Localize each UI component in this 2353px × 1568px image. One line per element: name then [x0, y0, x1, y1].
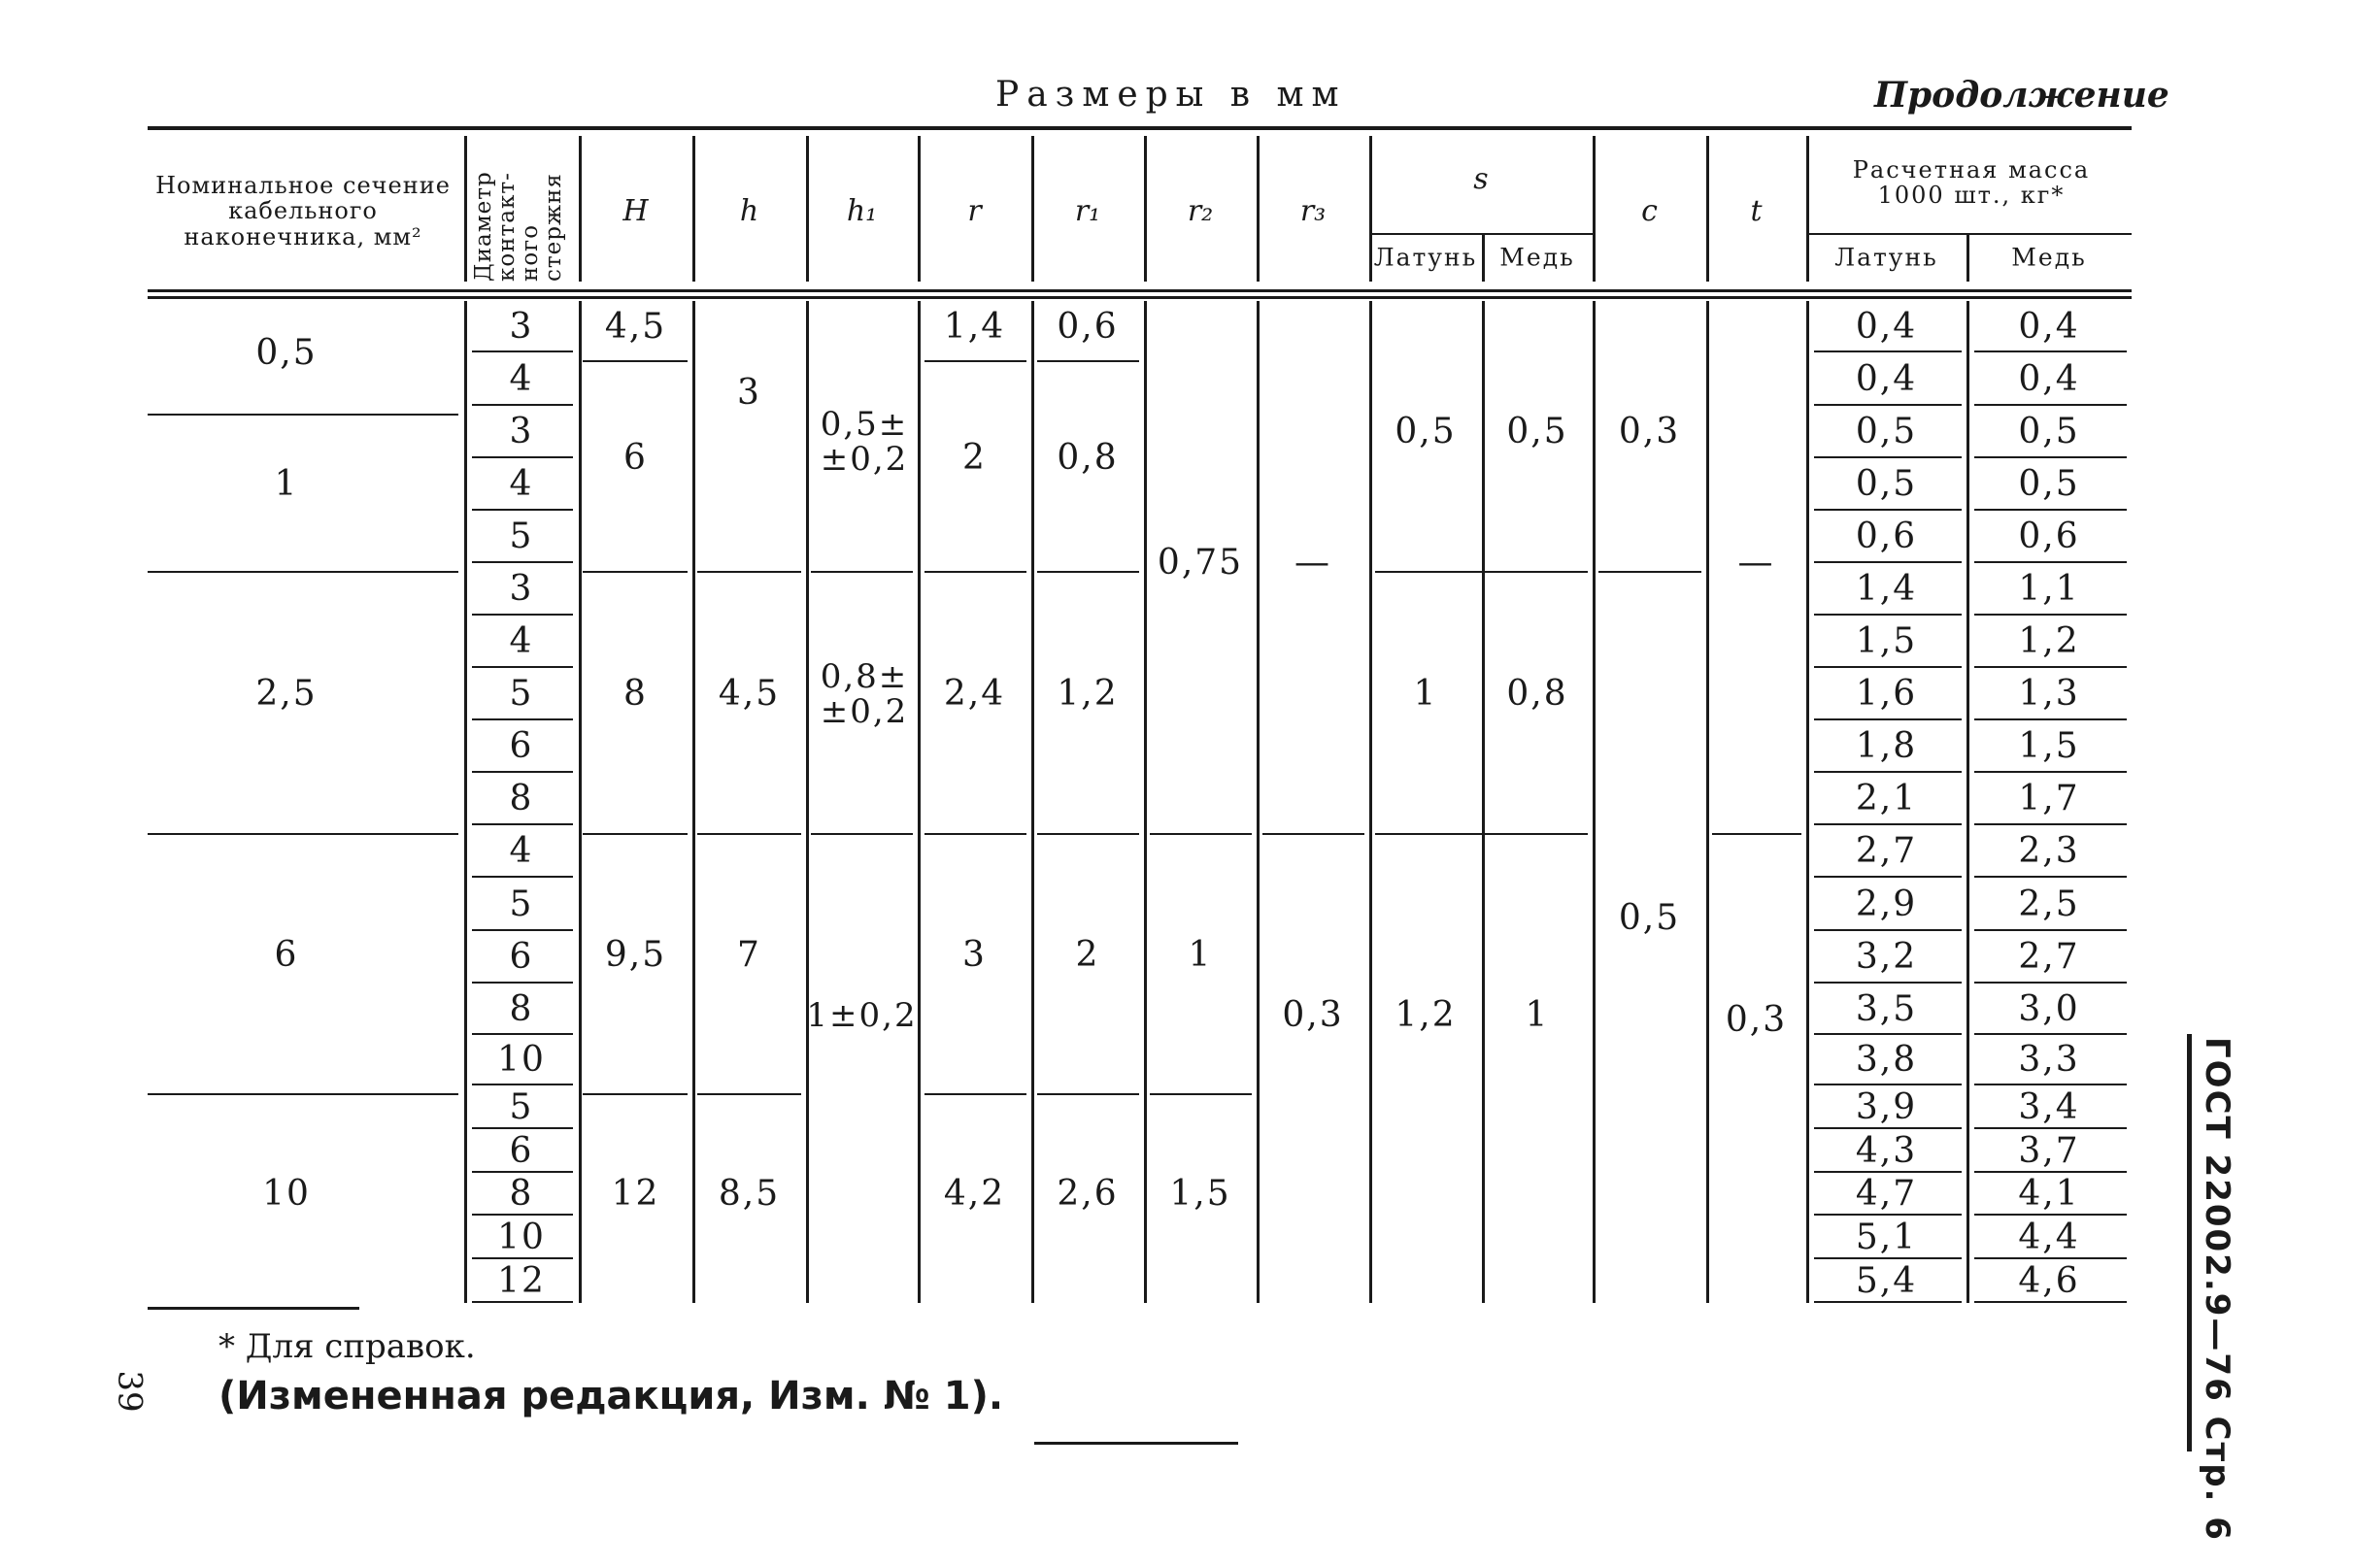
H-value: 9,5: [604, 935, 667, 975]
column-rule: [1031, 136, 1034, 282]
diameter-row-rule: [472, 666, 573, 668]
column-rule: [1482, 233, 1485, 282]
h-separator: [697, 571, 801, 573]
mass-brass-value: 3,9: [1855, 1086, 1918, 1127]
r2-value: 0,75: [1157, 543, 1244, 583]
mass-brass-value: 1,4: [1855, 569, 1918, 609]
diameter-row-rule: [472, 350, 573, 352]
diameter-value: 4: [509, 831, 534, 871]
mass-row-rule: [1814, 982, 1962, 984]
diameter-value: 3: [509, 412, 534, 451]
diameter-value: 10: [497, 1217, 546, 1257]
mass-row-rule: [1974, 718, 2127, 720]
r1-value: 1,2: [1057, 674, 1119, 714]
mass-row-rule: [1974, 350, 2127, 352]
mass-row-rule: [1974, 1084, 2127, 1085]
column-rule: [1257, 301, 1260, 1303]
s-brass-value: 1,2: [1395, 995, 1457, 1035]
mass-brass-value: 0,5: [1855, 412, 1918, 451]
diameter-row-rule: [472, 404, 573, 406]
mass-copper-value: 1,2: [2018, 621, 2080, 661]
mass-row-rule: [1974, 823, 2127, 825]
mass-row-rule: [1974, 666, 2127, 668]
mass-row-rule: [1974, 1171, 2127, 1173]
mass-row-rule: [1974, 771, 2127, 773]
r-value: 3: [962, 935, 987, 975]
mass-copper-value: 1,5: [2018, 726, 2080, 766]
mass-row-rule: [1974, 404, 2127, 406]
diameter-value: 3: [509, 569, 534, 609]
gost-side-label: ГОСТ 22002.9—76 Стр. 6: [2198, 1037, 2236, 1542]
header-mass-brass: Латунь: [1834, 243, 1938, 272]
s-separator: [1375, 833, 1588, 835]
r2-separator: [1150, 833, 1252, 835]
column-rule: [579, 136, 582, 282]
diameter-row-rule: [472, 1257, 573, 1259]
mass-row-rule: [1814, 404, 1962, 406]
mass-copper-value: 2,7: [2018, 937, 2080, 977]
h-value: 3: [737, 373, 761, 413]
mass-row-rule: [1974, 929, 2127, 931]
H-value: 8: [623, 674, 648, 714]
mass-row-rule: [1974, 1301, 2127, 1303]
column-rule: [1706, 136, 1709, 282]
column-rule: [1369, 136, 1372, 282]
mass-row-rule: [1974, 1033, 2127, 1035]
column-rule: [1144, 301, 1147, 1303]
mass-brass-value: 0,4: [1855, 306, 1918, 347]
header-mass-copper: Медь: [2011, 243, 2087, 272]
column-rule: [1966, 233, 1969, 282]
column-rule: [806, 301, 809, 1303]
mass-row-rule: [1974, 1214, 2127, 1216]
r3-separator: [1262, 833, 1364, 835]
mass-row-rule: [1814, 1257, 1962, 1259]
t-value: 0,3: [1725, 1000, 1788, 1040]
header-c: c: [1641, 194, 1658, 228]
section-value: 6: [274, 935, 299, 975]
column-rule: [1144, 136, 1147, 282]
diameter-row-rule: [472, 823, 573, 825]
mass-row-rule: [1814, 1301, 1962, 1303]
table-top-rule: [148, 126, 2132, 130]
h-value: 8,5: [718, 1174, 781, 1214]
group-separator: [148, 1093, 458, 1095]
column-rule: [1593, 136, 1596, 282]
mass-row-rule: [1974, 876, 2127, 878]
H-value: 6: [623, 437, 648, 478]
c-value: 0,3: [1618, 412, 1681, 451]
mass-copper-value: 0,5: [2018, 412, 2080, 451]
r1-separator: [1037, 1093, 1139, 1095]
header-h: h: [739, 194, 759, 228]
section-value: 10: [262, 1174, 311, 1214]
mass-row-rule: [1814, 1084, 1962, 1085]
s-copper-value: 0,8: [1506, 674, 1568, 714]
mass-brass-value: 4,7: [1855, 1174, 1918, 1214]
column-rule: [1593, 301, 1596, 1303]
r3-value: —: [1294, 543, 1331, 583]
column-rule: [464, 301, 467, 1303]
mass-row-rule: [1974, 456, 2127, 458]
r-value: 1,4: [943, 306, 1006, 347]
mass-row-rule: [1974, 561, 2127, 563]
r1-separator: [1037, 360, 1139, 362]
mass-copper-value: 3,3: [2018, 1040, 2080, 1080]
h1-separator: [811, 571, 913, 573]
footnote-rule: [148, 1307, 359, 1310]
s-subheader-rule: [1369, 233, 1593, 235]
diameter-value: 6: [509, 726, 534, 766]
diameter-row-rule: [472, 718, 573, 720]
edition-note: (Измененная редакция, Изм. № 1).: [218, 1374, 1004, 1418]
mass-row-rule: [1814, 1171, 1962, 1173]
diameter-row-rule: [472, 876, 573, 878]
mass-brass-value: 4,3: [1855, 1130, 1918, 1171]
group-separator: [148, 414, 458, 416]
bottom-rule: [1034, 1442, 1238, 1445]
r1-value: 0,6: [1057, 306, 1119, 347]
diameter-row-rule: [472, 1084, 573, 1085]
mass-row-rule: [1814, 823, 1962, 825]
t-value: —: [1737, 543, 1775, 583]
header-r3: r₃: [1299, 194, 1327, 228]
r1-value: 2: [1075, 935, 1100, 975]
header-s: s: [1473, 162, 1489, 196]
mass-brass-value: 0,4: [1855, 358, 1918, 399]
mass-brass-value: 0,6: [1855, 517, 1918, 556]
r2-value: 1,5: [1169, 1174, 1231, 1214]
r-separator: [924, 1093, 1026, 1095]
H-separator: [583, 833, 688, 835]
r-value: 4,2: [943, 1174, 1006, 1214]
s-brass-value: 0,5: [1395, 412, 1457, 451]
h-value: 7: [737, 935, 761, 975]
diameter-value: 6: [509, 1130, 534, 1171]
header-rule-double: [148, 296, 2132, 299]
group-separator: [148, 571, 458, 573]
mass-copper-value: 3,4: [2018, 1086, 2080, 1127]
mass-copper-value: 3,7: [2018, 1130, 2080, 1171]
mass-copper-value: 0,5: [2018, 464, 2080, 504]
mass-copper-value: 3,0: [2018, 988, 2080, 1029]
diameter-value: 3: [509, 306, 534, 347]
h-separator: [697, 833, 801, 835]
r3-value: 0,3: [1282, 995, 1344, 1035]
diameter-row-rule: [472, 1214, 573, 1216]
mass-row-rule: [1814, 456, 1962, 458]
mass-row-rule: [1814, 509, 1962, 511]
column-rule: [806, 136, 809, 282]
column-rule: [692, 301, 695, 1303]
mass-row-rule: [1814, 1214, 1962, 1216]
diameter-value: 8: [509, 1174, 534, 1214]
header-s-brass: Латунь: [1373, 243, 1478, 272]
mass-brass-value: 5,4: [1855, 1260, 1918, 1301]
r1-separator: [1037, 571, 1139, 573]
continuation-label: Продолжение: [1874, 75, 2169, 116]
header-mass: Расчетная масса 1000 шт., кг*: [1852, 156, 2091, 210]
s-copper-value: 1: [1525, 995, 1550, 1035]
H-separator: [583, 1093, 688, 1095]
header-rule: [148, 289, 2132, 292]
mass-copper-value: 4,4: [2018, 1217, 2080, 1257]
diameter-value: 8: [509, 988, 534, 1029]
header-r: r: [967, 194, 982, 228]
page-title: Размеры в мм: [995, 75, 1347, 115]
mass-copper-value: 2,3: [2018, 831, 2080, 871]
diameter-row-rule: [472, 771, 573, 773]
mass-brass-value: 0,5: [1855, 464, 1918, 504]
column-rule: [1031, 301, 1034, 1303]
diameter-value: 5: [509, 884, 534, 924]
group-separator: [148, 833, 458, 835]
mass-row-rule: [1814, 1127, 1962, 1129]
column-rule: [918, 301, 921, 1303]
mass-row-rule: [1974, 614, 2127, 616]
mass-copper-value: 0,4: [2018, 306, 2080, 347]
mass-brass-value: 1,5: [1855, 621, 1918, 661]
section-value: 1: [274, 464, 299, 504]
diameter-value: 10: [497, 1040, 546, 1080]
mass-brass-value: 2,7: [1855, 831, 1918, 871]
h-separator: [697, 1093, 801, 1095]
h1-value: 0,5± ±0,2: [820, 405, 909, 479]
H-value: 4,5: [604, 306, 667, 347]
mass-row-rule: [1974, 982, 2127, 984]
diameter-row-rule: [472, 1127, 573, 1129]
r2-separator: [1150, 1093, 1252, 1095]
mass-brass-value: 3,8: [1855, 1040, 1918, 1080]
diameter-row-rule: [472, 614, 573, 616]
mass-row-rule: [1814, 929, 1962, 931]
column-rule: [1482, 301, 1485, 1303]
mass-copper-value: 0,4: [2018, 358, 2080, 399]
mass-row-rule: [1814, 561, 1962, 563]
diameter-row-rule: [472, 1301, 573, 1303]
H-value: 12: [611, 1174, 660, 1214]
footnote-reference: * Для справок.: [218, 1327, 476, 1366]
diameter-value: 12: [497, 1260, 546, 1301]
diameter-value: 4: [509, 621, 534, 661]
mass-copper-value: 4,1: [2018, 1174, 2080, 1214]
diameter-row-rule: [472, 456, 573, 458]
mass-brass-value: 2,1: [1855, 779, 1918, 818]
column-rule: [1806, 301, 1809, 1303]
diameter-value: 8: [509, 779, 534, 818]
diameter-row-rule: [472, 1171, 573, 1173]
r-separator: [924, 360, 1026, 362]
column-rule: [579, 301, 582, 1303]
r-value: 2,4: [943, 674, 1006, 714]
mass-row-rule: [1814, 350, 1962, 352]
r-separator: [924, 833, 1026, 835]
r-separator: [924, 571, 1026, 573]
mass-brass-value: 5,1: [1855, 1217, 1918, 1257]
mass-copper-value: 4,6: [2018, 1260, 2080, 1301]
mass-row-rule: [1814, 1033, 1962, 1035]
mass-row-rule: [1974, 509, 2127, 511]
r1-separator: [1037, 833, 1139, 835]
section-value: 2,5: [255, 674, 318, 714]
header-s-copper: Медь: [1499, 243, 1575, 272]
column-rule: [1806, 136, 1809, 282]
mass-row-rule: [1814, 718, 1962, 720]
mass-row-rule: [1814, 876, 1962, 878]
r-value: 2: [962, 437, 987, 478]
column-rule: [918, 136, 921, 282]
c-value: 0,5: [1618, 898, 1681, 938]
h-value: 4,5: [718, 674, 781, 714]
header-t: t: [1750, 194, 1763, 228]
mass-row-rule: [1974, 1257, 2127, 1259]
H-separator: [583, 360, 688, 362]
mass-row-rule: [1814, 771, 1962, 773]
gost-side-rule: [2187, 1034, 2192, 1451]
s-copper-value: 0,5: [1506, 412, 1568, 451]
diameter-row-rule: [472, 929, 573, 931]
mass-copper-value: 0,6: [2018, 517, 2080, 556]
header-diameter: Диаметр контакт-ного стержня: [471, 171, 567, 282]
diameter-row-rule: [472, 561, 573, 563]
mass-brass-value: 3,2: [1855, 937, 1918, 977]
r1-value: 2,6: [1057, 1174, 1119, 1214]
diameter-value: 4: [509, 358, 534, 399]
mass-row-rule: [1814, 614, 1962, 616]
s-separator: [1375, 571, 1588, 573]
mass-row-rule: [1814, 666, 1962, 668]
h1-value: 1±0,2: [806, 996, 918, 1035]
mass-brass-value: 1,6: [1855, 674, 1918, 714]
header-r1: r₁: [1074, 194, 1101, 228]
mass-brass-value: 2,9: [1855, 884, 1918, 924]
header-h1: h₁: [846, 194, 878, 228]
r2-value: 1: [1188, 935, 1213, 975]
column-rule: [1257, 136, 1260, 282]
diameter-value: 4: [509, 464, 534, 504]
mass-brass-value: 3,5: [1855, 988, 1918, 1029]
header-H: H: [622, 194, 649, 228]
header-r2: r₂: [1187, 194, 1214, 228]
c-separator: [1598, 571, 1701, 573]
diameter-value: 5: [509, 1086, 534, 1127]
s-brass-value: 1: [1413, 674, 1438, 714]
mass-copper-value: 2,5: [2018, 884, 2080, 924]
page-number: 39: [110, 1370, 150, 1413]
header-section: Номинальное сечение кабельного наконечника, мм²: [155, 172, 451, 250]
H-separator: [583, 571, 688, 573]
diameter-row-rule: [472, 509, 573, 511]
section-value: 0,5: [255, 333, 318, 373]
diameter-row-rule: [472, 982, 573, 984]
column-rule: [692, 136, 695, 282]
diameter-value: 5: [509, 674, 534, 714]
column-rule: [1966, 301, 1969, 1303]
mass-copper-value: 1,7: [2018, 779, 2080, 818]
r1-value: 0,8: [1057, 437, 1119, 478]
mass-brass-value: 1,8: [1855, 726, 1918, 766]
mass-copper-value: 1,3: [2018, 674, 2080, 714]
h1-value: 0,8± ±0,2: [820, 657, 909, 731]
column-rule: [1369, 301, 1372, 1303]
t-separator: [1712, 833, 1801, 835]
h1-separator: [811, 833, 913, 835]
column-rule: [464, 136, 467, 282]
column-rule: [1706, 301, 1709, 1303]
diameter-row-rule: [472, 1033, 573, 1035]
diameter-value: 5: [509, 517, 534, 556]
mass-copper-value: 1,1: [2018, 569, 2080, 609]
diameter-value: 6: [509, 937, 534, 977]
mass-row-rule: [1974, 1127, 2127, 1129]
